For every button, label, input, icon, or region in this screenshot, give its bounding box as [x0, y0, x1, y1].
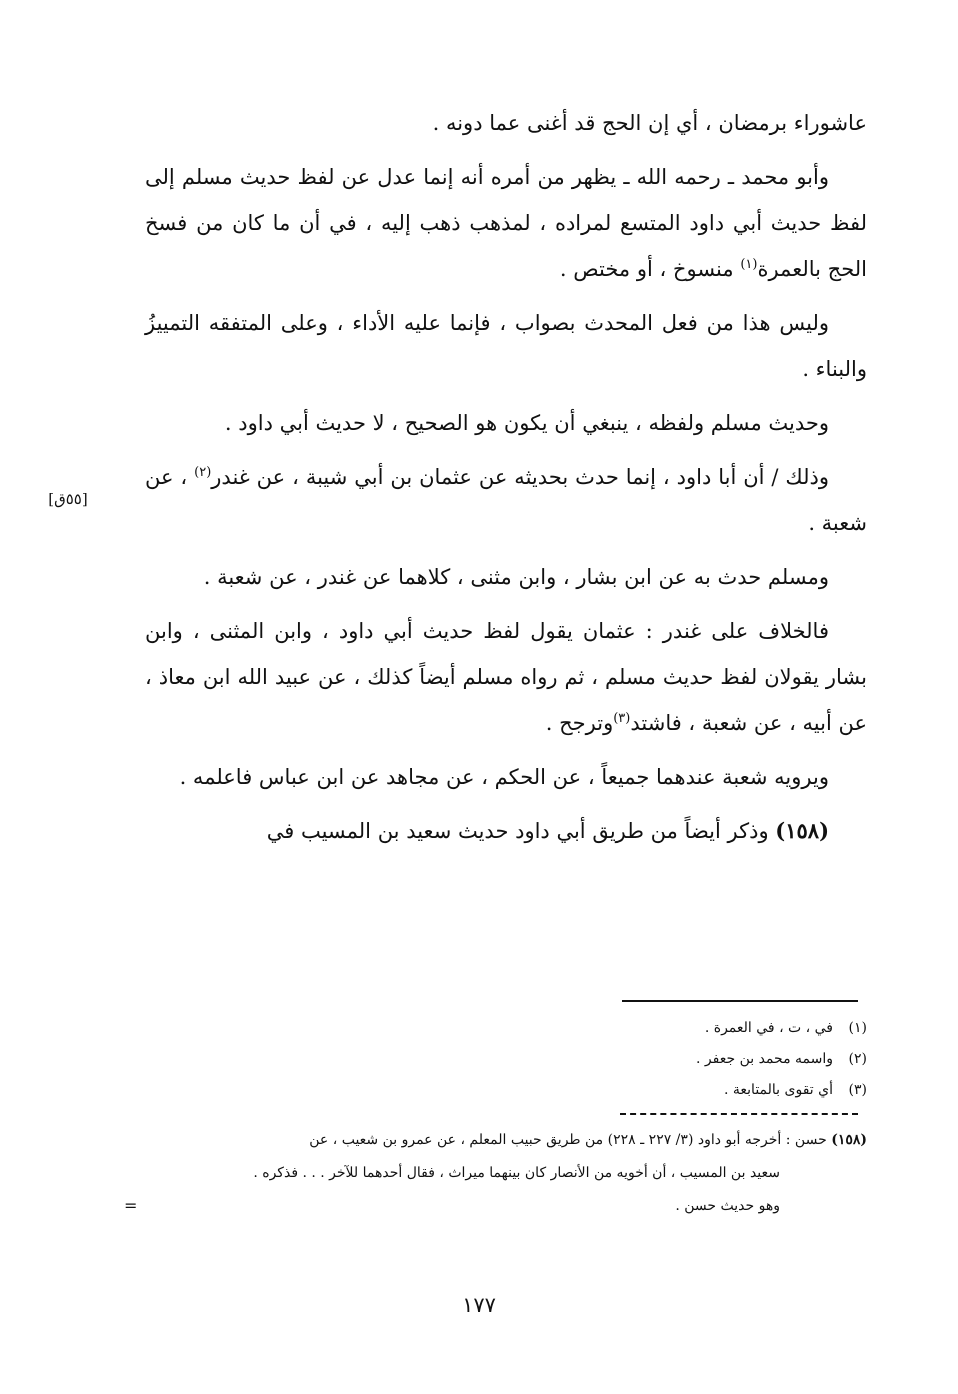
commentary-line-3 [145, 1190, 867, 1223]
paragraph-9-text: وذكر أيضاً من طريق أبي داود حديث سعيد بن المسيب في [266, 819, 776, 843]
paragraph-6 [145, 554, 867, 600]
footnote-text: واسمه محمد بن جعفر . [696, 1051, 833, 1067]
paragraph-7 [145, 608, 867, 746]
paragraph-4 [145, 400, 867, 446]
footnote-number: (٢) [848, 1051, 867, 1067]
footnote-2 [570, 1044, 867, 1075]
commentary [145, 1124, 867, 1223]
manuscript-folio-marker: [٥٥ق] [48, 490, 88, 508]
commentary-number: (١٥٨) [831, 1132, 867, 1148]
footnote-number: (١) [848, 1020, 867, 1036]
paragraph-2 [145, 154, 867, 292]
paragraph-7-tail: وترجح . [545, 711, 614, 735]
footnote-text: في ، ت ، في العمرة . [704, 1020, 833, 1036]
paragraph-1-text: عاشوراء برمضان ، أي إن الحج قد أغنى عما دونه . [432, 111, 867, 135]
paragraph-8 [145, 754, 867, 800]
paragraph-5-text: وذلك / أن أبا داود ، إنما حدث بحديثه عن عثمان بن أبي شيبة ، عن غندر [211, 465, 829, 489]
footnote-number: (٣) [848, 1082, 867, 1098]
footnote-3 [570, 1075, 867, 1106]
paragraph-8-text: ويرويه شعبة عندهما جميعاً ، عن الحكم ، عن مجاهد عن ابن عباس فاعلمه . [179, 765, 829, 789]
commentary-line-2 [145, 1157, 867, 1190]
paragraph-2-tail: منسوخ ، أو مختص . [559, 257, 741, 281]
paragraph-1 [145, 100, 867, 146]
commentary-text: وهو حديث حسن . [675, 1198, 780, 1214]
paragraph-2-text: وأبو محمد ـ رحمه الله ـ يظهر من أمره أنه إنما عدل عن لفظ حديث مسلم إلى لفظ حديث أبي داود المتسع لمراده ، لمذهب ذهب إليه ، في أن ما كان من فسخ الحج بالعمرة [145, 165, 867, 281]
paragraph-6-text: ومسلم حدث به عن ابن بشار ، وابن مثنى ، كلاهما عن غندر ، عن شعبة . [203, 565, 829, 589]
hadith-number: (١٥٨) [775, 818, 829, 843]
paragraph-5 [145, 454, 867, 546]
paragraph-3-text: وليس هذا من فعل المحدث بصواب ، فإنما عليه الأداء ، وعلى المتفقه التمييزُ والبناء . [145, 311, 867, 381]
paragraph-3 [145, 300, 867, 392]
footnotes [570, 1013, 867, 1106]
main-text [145, 100, 867, 862]
footnote-ref-2: (٢) [194, 465, 212, 480]
footnote-1 [570, 1013, 867, 1044]
commentary-text: حسن : أخرجه أبو داود (٣/ ٢٢٧ ـ ٢٢٨) من طريق حبيب المعلم ، عن عمرو بن شعيب ، عن [309, 1132, 832, 1148]
footnote-ref-3: (٣) [613, 711, 631, 726]
continuation-mark: = [124, 1196, 138, 1215]
footnote-divider [622, 1000, 858, 1002]
footnote-text: أي تقوى بالمتابعة . [724, 1082, 833, 1098]
commentary-text: سعيد بن المسيب ، أن أخويه من الأنصار كان بينهما ميراث ، فقال أحدهما للآخر . . . فذكره . [253, 1165, 780, 1181]
paragraph-4-text: وحديث مسلم ولفظه ، ينبغي أن يكون هو الصحيح ، لا حديث أبي داود . [224, 411, 829, 435]
paragraph-7-text: فالخلاف على غندر : عثمان يقول لفظ حديث أبي داود ، وابن المثنى ، وابن بشار يقولان لفظ حديث مسلم ، ثم رواه مسلم أيضاً كذلك ، عن عبيد الله ابن معاذ ، عن أبيه ، عن شعبة ، فاشتد [145, 619, 867, 735]
commentary-divider [620, 1113, 858, 1115]
paragraph-9 [145, 808, 867, 854]
footnote-ref-1: (١) [740, 257, 758, 272]
page-number: ١٧٧ [462, 1293, 496, 1317]
commentary-line-1 [145, 1124, 867, 1157]
paragraph-5-tail: ، عن شعبة . [145, 465, 867, 535]
